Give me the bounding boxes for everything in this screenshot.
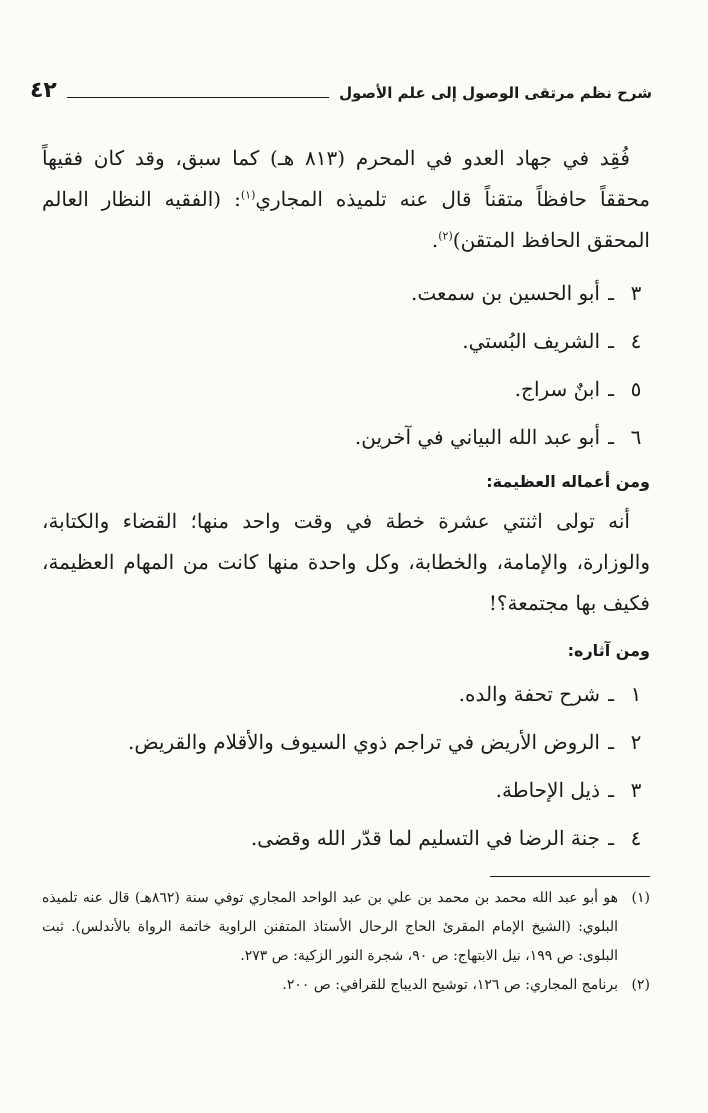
footnote-ref-2: (٢) <box>438 229 453 243</box>
works-list <box>42 670 650 862</box>
list-item: ٢ ـ الروض الأريض في تراجم ذوي السيوف والأقلام والقريض. <box>128 730 642 754</box>
footnote-ref-1: (١) <box>240 188 256 202</box>
deeds-paragraph: أنه تولى اثنتي عشرة خطة في وقت واحد منها؛ القضاء والكتابة، والوزارة، والإمامة، والخطابة، وكل واحدة منها كانت من المهام العظيمة، فكيف بها مجتمعة؟! <box>42 509 650 615</box>
header-rule <box>67 97 329 98</box>
list-item: ٤ ـ الشريف البُستي. <box>462 329 642 353</box>
footnotes <box>42 884 650 1000</box>
footnote-mark: (١) <box>631 890 650 906</box>
list-item: ٣ ـ ذيل الإحاطة. <box>495 778 642 802</box>
running-title: شرح نظم مرتقى الوصول إلى علم الأصول <box>339 84 652 102</box>
running-header <box>30 74 652 102</box>
list-item: ٥ ـ ابنٌ سراج. <box>514 377 642 401</box>
footnote-separator <box>490 876 650 877</box>
list-item: ٦ ـ أبو عبد الله البياني في آخرين. <box>354 425 642 449</box>
footnote-mark: (٢) <box>631 977 650 993</box>
intro-text-1: فُقِد في جهاد العدو في المحرم (٨١٣ هـ) كما سبق، وقد كان فقيهاً محققاً حافظاً متقناً قال عنه تلميذه المجاري <box>42 146 650 211</box>
students-list <box>42 269 650 461</box>
footnote-text: هو أبو عبد الله محمد بن محمد بن علي بن عبد الواحد المجاري توفي سنة (٨٦٢هـ) قال عنه تلميذه البلوي: (الشيخ الإمام المقرئ الحاج الرحال الأستاذ المتفنن الراوية خاتمة الرواة بالأندلس). ثبت البلوى: ص ١٩٩، نيل الابتهاج: ص ٩٠، شجرة النور الزكية: ص ٢٧٣. <box>42 890 618 964</box>
page-number: ٤٢ <box>30 78 57 103</box>
intro-text-3: . <box>431 228 439 252</box>
list-item: ٤ ـ جنة الرضا في التسليم لما قدّر الله وقضى. <box>250 826 642 850</box>
list-item: ١ ـ شرح تحفة والده. <box>458 682 642 706</box>
footnote-1 <box>42 884 650 971</box>
footnote-text: برنامج المجاري: ص ١٢٦، توشيح الديباج للقرافي: ص ٢٠٠. <box>282 977 618 993</box>
list-item: ٣ ـ أبو الحسين بن سمعت. <box>411 281 642 305</box>
page-body <box>42 138 650 862</box>
intro-text-2: : (الفقيه النظار العالم المحقق الحافظ المتقن) <box>42 187 650 252</box>
works-heading: ومن آثاره: <box>567 640 650 660</box>
deeds-heading: ومن أعماله العظيمة: <box>486 471 650 491</box>
intro-paragraph <box>42 138 650 261</box>
footnote-2 <box>42 971 650 1000</box>
